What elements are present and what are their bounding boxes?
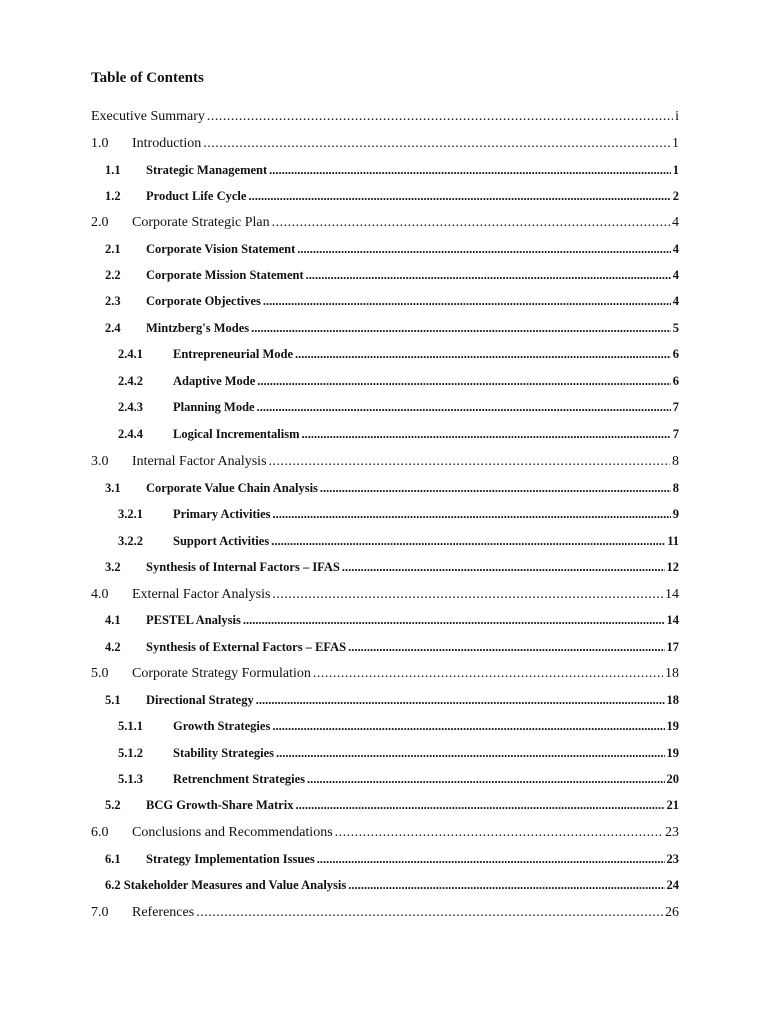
toc-entry[interactable] — [118, 427, 679, 442]
toc-entry[interactable] — [105, 321, 679, 336]
toc-entry-page: i — [675, 109, 679, 124]
toc-entry-label: Adaptive Mode — [173, 374, 256, 388]
toc-entry-number: 1.1 — [105, 163, 121, 177]
toc-entry[interactable] — [91, 136, 679, 152]
dot-leader — [207, 109, 673, 125]
toc-entry-page: 5 — [672, 321, 679, 335]
toc-entry-label: References — [132, 905, 195, 920]
toc-entry-label: Executive Summary — [91, 109, 205, 124]
toc-entry-page: 8 — [672, 481, 679, 495]
toc-entry[interactable] — [91, 454, 679, 470]
toc-entry-page: 1 — [672, 136, 679, 151]
toc-entry-page: 6 — [672, 347, 679, 361]
toc-entry-number: 3.2.2 — [118, 534, 143, 548]
toc-entry-label: Growth Strategies — [173, 719, 271, 733]
toc-entry-page: 18 — [665, 666, 679, 681]
toc-entry[interactable] — [118, 347, 679, 362]
toc-entry-page: 17 — [666, 640, 679, 654]
toc-entry-label: Corporate Value Chain Analysis — [146, 481, 318, 495]
toc-entry-label: Introduction — [132, 136, 202, 151]
toc-entry-page: 4 — [672, 242, 679, 256]
toc-entry[interactable] — [105, 268, 679, 283]
dot-leader — [272, 587, 663, 603]
toc-entry-label: Mintzberg's Modes — [146, 321, 250, 335]
toc-entry-page: 8 — [672, 454, 679, 469]
toc-entry-number: 2.4.4 — [118, 427, 143, 441]
dot-leader — [295, 798, 664, 813]
toc-entry-label: Primary Activities — [173, 507, 271, 521]
toc-entry-page: 23 — [666, 852, 679, 866]
toc-entry-number: 4.1 — [105, 613, 121, 627]
toc-entry-label: Directional Strategy — [146, 693, 254, 707]
toc-entry-label: Internal Factor Analysis — [132, 454, 267, 469]
toc-entry-page: 12 — [666, 560, 679, 574]
dot-leader — [320, 481, 671, 496]
toc-entry-label: Stability Strategies — [173, 746, 275, 760]
toc-entry-page: 19 — [666, 746, 679, 760]
dot-leader — [272, 719, 664, 734]
dot-leader — [263, 294, 671, 309]
toc-entry[interactable] — [118, 719, 679, 734]
dot-leader — [342, 560, 665, 575]
dot-leader — [243, 613, 665, 628]
toc-entry[interactable] — [105, 798, 679, 813]
toc-entry-label: Logical Incrementalism — [173, 427, 300, 441]
toc-entry-number: 2.4.2 — [118, 374, 143, 388]
toc-entry[interactable] — [118, 746, 679, 761]
toc-entry-number: 7.0 — [91, 905, 109, 920]
toc-entry-page: 2 — [672, 189, 679, 203]
dot-leader — [271, 534, 665, 549]
toc-entry-number: 6.0 — [91, 825, 109, 840]
toc-entry[interactable] — [91, 905, 679, 921]
toc-entry-page: 19 — [666, 719, 679, 733]
toc-entry-number: 3.2 — [105, 560, 121, 574]
toc-entry-label: Corporate Objectives — [146, 294, 261, 308]
toc-entry[interactable] — [91, 587, 679, 603]
toc-entry-page: 4 — [672, 268, 679, 282]
dot-leader — [297, 242, 670, 257]
toc-entry-page: 18 — [666, 693, 679, 707]
toc-entry-number: 2.3 — [105, 294, 121, 308]
toc-entry-number: 5.0 — [91, 666, 109, 681]
toc-entry-page: 14 — [665, 587, 679, 602]
toc-entry-label: Corporate Vision Statement — [146, 242, 296, 256]
toc-entry[interactable] — [105, 560, 679, 575]
dot-leader — [348, 878, 664, 893]
toc-entry[interactable] — [105, 242, 679, 257]
toc-entry-page: 7 — [672, 400, 679, 414]
toc-entry[interactable] — [105, 481, 679, 496]
toc-entry[interactable] — [91, 825, 679, 841]
dot-leader — [272, 215, 670, 231]
toc-entry-label: Conclusions and Recommendations — [132, 825, 333, 840]
toc-entry-number: 2.2 — [105, 268, 121, 282]
dot-leader — [256, 693, 665, 708]
toc-entry-number: 3.2.1 — [118, 507, 143, 521]
toc-entry-page: 24 — [666, 878, 679, 892]
toc-entry-number: 5.1.1 — [118, 719, 143, 733]
toc-entry-label: Product Life Cycle — [146, 189, 247, 203]
toc-entry[interactable] — [118, 374, 679, 389]
toc-entry-number: 5.1.2 — [118, 746, 143, 760]
toc-entry-label: Retrenchment Strategies — [173, 772, 306, 786]
toc-entry-page: 7 — [672, 427, 679, 441]
toc-entry-page: 11 — [667, 534, 679, 548]
toc-entry[interactable] — [105, 878, 679, 893]
toc-entry-number: 2.1 — [105, 242, 121, 256]
toc-entry[interactable] — [105, 640, 679, 655]
dot-leader — [257, 400, 671, 415]
toc-entry-page: 20 — [666, 772, 679, 786]
toc-entry[interactable] — [105, 294, 679, 309]
toc-entry[interactable] — [118, 772, 679, 787]
toc-entry-number: 2.4.1 — [118, 347, 143, 361]
toc-entry-page: 4 — [672, 215, 679, 230]
dot-leader — [313, 666, 663, 682]
dot-leader — [302, 427, 671, 442]
dot-leader — [269, 454, 670, 470]
dot-leader — [248, 189, 670, 204]
dot-leader — [306, 268, 671, 283]
toc-entry[interactable] — [118, 400, 679, 415]
toc-entry-label: Corporate Strategy Formulation — [132, 666, 311, 681]
dot-leader — [307, 772, 664, 787]
toc-entry-label: Strategy Implementation Issues — [146, 852, 315, 866]
toc-entry-number: 5.1.3 — [118, 772, 143, 786]
toc-entry-number: 1.2 — [105, 189, 121, 203]
toc-entry-label: Synthesis of External Factors – EFAS — [146, 640, 347, 654]
toc-entry-number: 3.1 — [105, 481, 121, 495]
toc-entry-label: Synthesis of Internal Factors – IFAS — [146, 560, 340, 574]
toc-entry-label: 6.2 Stakeholder Measures and Value Analysis — [105, 878, 347, 892]
toc-entry-page: 14 — [666, 613, 679, 627]
toc-entry-page: 6 — [672, 374, 679, 388]
toc-entry[interactable] — [105, 852, 679, 867]
dot-leader — [257, 374, 670, 389]
dot-leader — [335, 825, 663, 841]
toc-entry-page: 23 — [665, 825, 679, 840]
toc-entry-number: 6.1 — [105, 852, 121, 866]
toc-entry-page: 26 — [665, 905, 679, 920]
toc-entry[interactable] — [91, 215, 679, 231]
toc-entry-label: PESTEL Analysis — [146, 613, 241, 627]
toc-entry-label: Strategic Management — [146, 163, 268, 177]
dot-leader — [276, 746, 664, 761]
toc-entry-number: 5.1 — [105, 693, 121, 707]
toc-entry-label: Corporate Strategic Plan — [132, 215, 270, 230]
toc-entry-number: 5.2 — [105, 798, 121, 812]
dot-leader — [273, 507, 671, 522]
toc-entry[interactable] — [105, 163, 679, 178]
toc-entry-page: 21 — [666, 798, 679, 812]
toc-entry-label: BCG Growth-Share Matrix — [146, 798, 294, 812]
toc-entry-label: Support Activities — [173, 534, 270, 548]
toc-entry-label: Corporate Mission Statement — [146, 268, 304, 282]
toc-entry-number: 4.2 — [105, 640, 121, 654]
toc-title: Table of Contents — [91, 70, 204, 86]
toc-entry-label: External Factor Analysis — [132, 587, 271, 602]
toc-entry-number: 2.0 — [91, 215, 109, 230]
toc-entry-page: 1 — [672, 163, 679, 177]
toc-entry-number: 2.4.3 — [118, 400, 143, 414]
toc-entry[interactable] — [105, 693, 679, 708]
toc-entry-number: 3.0 — [91, 454, 109, 469]
toc-entry[interactable] — [118, 507, 679, 522]
toc-entry-label: Entrepreneurial Mode — [173, 347, 294, 361]
toc-entry-page: 9 — [672, 507, 679, 521]
toc-entry-number: 1.0 — [91, 136, 109, 151]
dot-leader — [196, 905, 663, 921]
toc-entry[interactable] — [105, 189, 679, 204]
toc-entry[interactable] — [91, 109, 679, 125]
dot-leader — [348, 640, 664, 655]
dot-leader — [203, 136, 670, 152]
toc-entry[interactable] — [91, 666, 679, 682]
dot-leader — [269, 163, 671, 178]
toc-entry-label: Planning Mode — [173, 400, 255, 414]
dot-leader — [251, 321, 671, 336]
dot-leader — [295, 347, 671, 362]
toc-entry[interactable] — [118, 534, 679, 549]
toc-entry[interactable] — [105, 613, 679, 628]
toc-entry-number: 2.4 — [105, 321, 121, 335]
dot-leader — [317, 852, 665, 867]
toc-entry-page: 4 — [672, 294, 679, 308]
toc-entry-number: 4.0 — [91, 587, 109, 602]
